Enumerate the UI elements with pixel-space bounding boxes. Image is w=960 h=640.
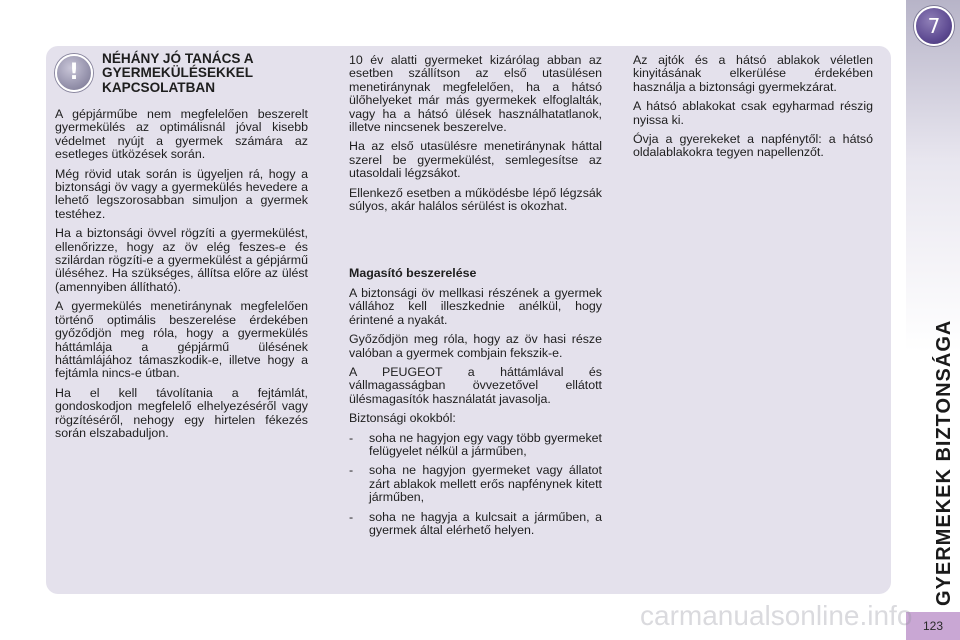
column-3 xyxy=(633,54,873,166)
list-item-text: soha ne hagyjon gyermeket vagy állatot zárt ablakok mellett erős napfénynek kitett járműben, xyxy=(369,463,602,505)
paragraph: Óvja a gyerekeket a napfénytől: a hátsó oldalablakokra tegyen napellenzőt. xyxy=(633,132,873,160)
paragraph: Az ajtók és a hátsó ablakok véletlen kinyitásának elkerülése érdekében használja a biztonsági gyermekzárat. xyxy=(633,53,873,94)
paragraph: Győződjön meg róla, hogy az öv hasi része valóban a gyermek combjain fekszik-e. xyxy=(349,332,602,360)
list-item xyxy=(349,432,602,459)
paragraph: Ha a biztonsági övvel rögzíti a gyermekülést, ellenőrizze, hogy az öv elég feszes-e és szilárdan rögzíti-e a gyermekülést a gépjármű üléséhez. Ha szükséges, állítsa előre az ülést (amennyiben állítható). xyxy=(55,226,308,294)
paragraph: Ha el kell távolítania a fejtámlát, gondoskodjon megfelelő elhelyezéséről vagy rögzítéséről, nehogy egy hirtelen fékezés során elszabaduljon. xyxy=(55,385,308,440)
paragraph: Még rövid utak során is ügyeljen rá, hogy a biztonsági öv vagy a gyermekülés hevedere a lehető legszorosabban simuljon a gyermek testéhez. xyxy=(55,166,308,221)
paragraph: A PEUGEOT a háttámlával és vállmagasságban övvezetővel ellátott ülésmagasítók használatát javasolja. xyxy=(349,364,602,406)
page-number: 123 xyxy=(906,612,960,640)
list-item xyxy=(349,511,602,538)
chapter-number: 7 xyxy=(927,14,941,38)
paragraph: Biztonsági okokból: xyxy=(349,411,456,426)
warning-icon xyxy=(55,54,93,92)
section-heading xyxy=(102,52,312,95)
watermark: carmanualsonline.info xyxy=(640,600,913,631)
paragraph: A biztonsági öv mellkasi részének a gyermek vállához kell illeszkednie anélkül, hogy érintené a nyakát. xyxy=(349,285,602,327)
column-1 xyxy=(55,108,308,446)
list-dash: - xyxy=(349,463,354,478)
heading-line-2: GYERMEKÜLÉSEKKEL xyxy=(102,65,254,81)
paragraph: Ha az első utasülésre menetiránynak háttal szerel be gyermekülést, semlegesítse az utasoldali légzsákot. xyxy=(349,139,602,181)
list-dash: - xyxy=(349,509,354,524)
list-dash: - xyxy=(349,430,354,445)
heading-line-1: NÉHÁNY JÓ TANÁCS A xyxy=(102,51,254,66)
subheading: Magasító beszerelése xyxy=(349,266,477,281)
list-item xyxy=(349,464,602,504)
paragraph: A hátsó ablakokat csak egyharmad részig nyissa ki. xyxy=(633,99,873,127)
paragraph: 10 év alatti gyermeket kizárólag abban az esetben szállítson az első utasülésen menetiránynak megfelelően, ha a hátsó ülőhelyeket már más gyermekek elfoglalták, vagy ha a hátsó ülések használhatatlanok, illetve nincsenek beszerelve. xyxy=(349,53,602,135)
chapter-title: GYERMEKEK BIZTONSÁGA xyxy=(933,319,955,606)
paragraph: A gépjárműbe nem megfelelően beszerelt gyermekülés az optimálisnál jóval kisebb védelmet nyújt a gyermek számára az esetleges ütközések során. xyxy=(55,107,308,162)
list-item-text: soha ne hagyja a kulcsait a járműben, a gyermek által elérhető helyen. xyxy=(369,509,602,537)
paragraph: Ellenkező esetben a működésbe lépő légzsák súlyos, akár halálos sérülést is okozhat. xyxy=(349,185,602,214)
chapter-badge xyxy=(914,6,954,46)
paragraph: A gyermekülés menetiránynak megfelelően történő optimális beszerelése érdekében győződjön meg róla, hogy a gyermekülés háttámlája a gépjármű ülésének háttámlájához támaszkodik-e, illetve hogy a fejtámla nincs-e útban. xyxy=(55,299,308,381)
heading-line-3: KAPCSOLATBAN xyxy=(102,79,216,95)
column-2 xyxy=(349,54,602,543)
list-item-text: soha ne hagyjon egy vagy több gyermeket felügyelet nélkül a járműben, xyxy=(369,430,602,458)
exclamation-mark: ! xyxy=(68,60,80,85)
